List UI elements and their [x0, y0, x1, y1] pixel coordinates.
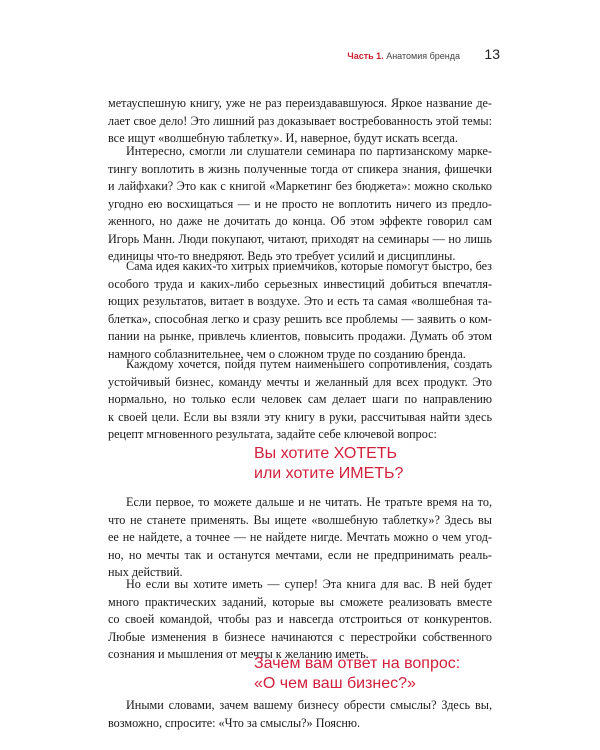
- text-line: пании на рынке, привлечь клиентов, повысить продажи. Думать об этом: [108, 329, 492, 343]
- text-line: Любые изменения в бизнесе начинаются с перестройки собственного: [108, 629, 492, 644]
- text-line: Сама идея каких-то хитрых приемчиков, которые помогут быстро, без: [126, 259, 492, 273]
- text-line: Но если вы хотите иметь — супер! Эта книга для вас. В ней будет: [126, 577, 492, 591]
- running-head-part: [347, 51, 460, 61]
- text-line: ных действий.: [108, 565, 183, 579]
- text-line: и лайфхаки? Это как с книгой «Маркетинг без бюджета»: можно сколько: [108, 179, 492, 193]
- heading-line: или хотите ИМЕТЬ?: [254, 465, 404, 482]
- text-line: ющих результатов, витает в воздухе. Это и есть та самая «волшебная та-: [108, 294, 492, 308]
- text-line: особого труда и каких-либо серьезных инвестиций добиться впечатля-: [108, 276, 492, 291]
- paragraph-6: [108, 576, 492, 664]
- text-line: Каждому хочется, пойдя путем наименьшего сопротивления, создать: [126, 357, 492, 371]
- text-line: устойчивый бизнес, команду мечты и желанный для всех продукт. Это: [108, 374, 492, 389]
- section-heading-1: [254, 444, 403, 484]
- text-line: много практических заданий, которые вы сможете реализовать вместе: [108, 594, 492, 609]
- part-title: Анатомия бренда: [386, 51, 460, 61]
- text-line: все ищут «волшебную таблетку». И, наверное, будут искать всегда.: [108, 131, 458, 145]
- heading-line: «О чем ваш бизнес?»: [254, 675, 416, 692]
- section-heading-2: [254, 654, 460, 694]
- text-line: возможно, спросите: «Что за смыслы?» Поясню.: [108, 715, 361, 730]
- text-line: рецепт мгновенного результата, задайте себе ключевой вопрос:: [108, 427, 437, 441]
- text-line: метауспешную книгу, уже не раз переиздававшуюся. Яркое название де-: [108, 96, 492, 110]
- text-line: к своей цели. Если вы взяли эту книгу в руки, рассчитывая найти здесь: [108, 409, 492, 424]
- paragraph-3: [108, 258, 492, 363]
- page-number: 13: [484, 46, 500, 62]
- paragraph-5: [108, 494, 492, 582]
- text-line: Игорь Манн. Люди покупают, читают, приходят на семинары — но лишь: [108, 231, 492, 246]
- text-line: Интересно, смогли ли слушатели семинара по партизанскому марке-: [126, 144, 492, 158]
- text-line: сознания и мышления от мечты к желанию иметь.: [108, 647, 369, 661]
- text-line: блетка», способная легко и сразу решить все проблемы — заявить о ком-: [108, 311, 492, 326]
- text-line: намного соблазнительнее, чем о сложном труде по созданию бренда.: [108, 346, 466, 361]
- text-line: угодно ею восхищаться — и не просто не воплотить ничего из предло-: [108, 196, 492, 211]
- heading-line: Зачем вам ответ на вопрос:: [254, 655, 461, 672]
- paragraph-7: [108, 697, 492, 732]
- text-line: что не станете применять. Вы ищете «волшебную таблетку»? Здесь вы: [108, 512, 492, 527]
- text-line: но, но мечты так и останутся мечтами, если не предпринимать реаль-: [108, 547, 492, 562]
- part-label: Часть 1.: [347, 51, 384, 61]
- text-line: со своей командой, чтобы раз и навсегда отстроиться от конкурентов.: [108, 612, 492, 626]
- text-line: ее не найдете, а точнее — не найдете нигде. Мечтать можно о чем угод-: [108, 530, 492, 544]
- text-line: лает свое дело! Это лишний раз доказывает востребованность этой темы:: [108, 113, 492, 128]
- paragraph-4: [108, 356, 492, 444]
- text-line: Иными словами, зачем вашему бизнесу обрести смыслы? Здесь вы,: [126, 698, 492, 712]
- text-line: нормально, но только если человек сам делает шаги по направлению: [108, 392, 492, 406]
- running-head: [0, 40, 600, 72]
- text-line: единицы что-то внедряют. Ведь это требует усилий и дисциплины.: [108, 249, 456, 263]
- heading-line: Вы хотите ХОТЕТЬ: [254, 445, 398, 462]
- text-line: тингу воплотить в жизнь полученные тогда от спикера знания, фишечки: [108, 161, 492, 176]
- text-line: Если первое, то можете дальше и не читать. Не тратьте время на то,: [126, 495, 492, 509]
- paragraph-1: [108, 95, 492, 148]
- text-line: женного, но даже не дочитать до конца. Об этом эффекте говорил сам: [108, 214, 492, 228]
- paragraph-2: [108, 143, 492, 266]
